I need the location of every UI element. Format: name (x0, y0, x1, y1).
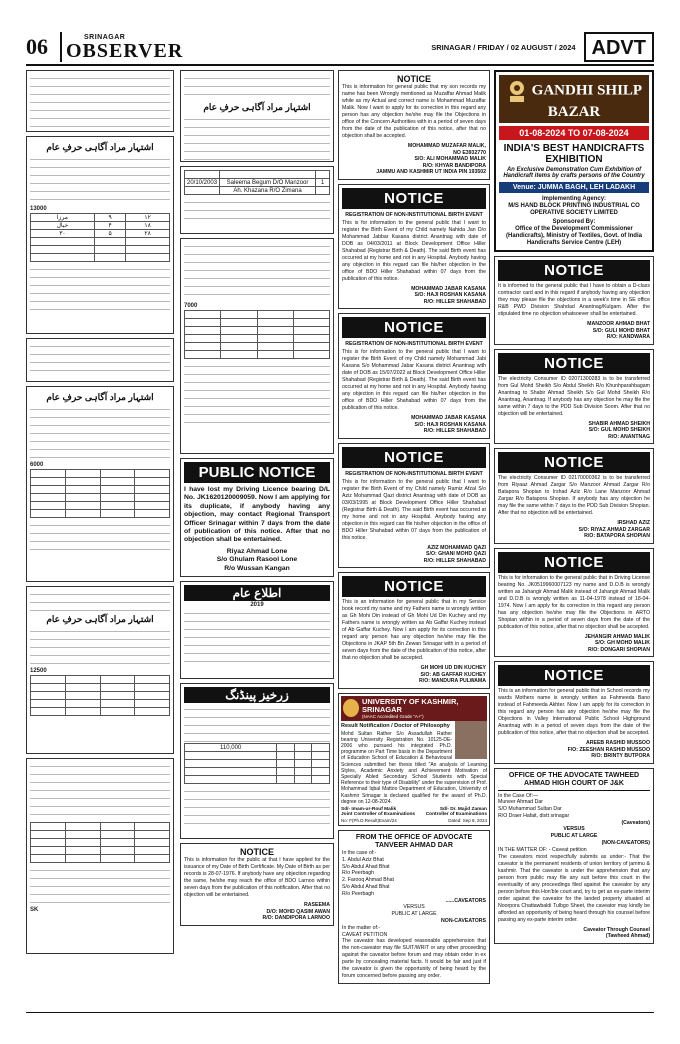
gsb-tagline: An Exclusive Demonstration Cum Exhibition of Handicraft items by crafts persons of the Country (503, 167, 645, 179)
notice-title: NOTICE (342, 317, 486, 338)
public-notice-body: I have lost my Driving Licence bearing D/L No. JK1620120009059. Now I am applying for its duplicate, if anybody having any objection, may contact Regional Transport Officer Srinagar within 7 days from the date of publication of this notice. After that no objection shall be entertained. (184, 486, 330, 544)
notice-signer (498, 321, 650, 341)
table-cell: 20/10/2003 (185, 179, 220, 187)
public-notice-signer (184, 548, 330, 573)
matter-label: IN THE MATTER OF: - Caveat petition (498, 846, 587, 853)
office-title-line1: FROM THE OFFICE OF ADVOCATE (355, 833, 473, 841)
party-line: 1. Abdul Aziz Bhat (342, 856, 384, 863)
table-cell: 1 (316, 179, 330, 187)
signer-relation: D/O: MOHD QASIM AWAN (266, 908, 330, 915)
table-cell: 110,000 (185, 744, 277, 752)
gsb-venue: Venue: JUMMA BAGH, LEH LADAKH (499, 182, 649, 193)
national-emblem-icon (506, 78, 528, 104)
uok-result-notification (338, 693, 490, 826)
signer-relation: S/O: HAJI ROSHAN KASANA (414, 421, 486, 428)
uok-ref-row (341, 818, 487, 823)
notice-body: The electricity Consumer ID 02071300283 is to be transferred from Gul Mohd Sheikh S/o Abdul Sheikh R/o Khunhparahbagam Anantnag to Shabir Ahmad Sheikh S/o Gul Mohd Sheikh R/o Anantnag, Anantnag. If anybody has any objection he may file the same within 7 days to the PDD Sub Division Soom. After that no objection will be entertained. (498, 375, 650, 417)
table-cell: ۵ (94, 230, 125, 238)
uok-header (341, 696, 487, 721)
signer-relation: S/O: HAJI ROSHAN KASANA (414, 292, 486, 298)
table-cell: ۳۰ (31, 230, 95, 238)
land-table (184, 743, 330, 784)
gsb-dates: 01-08-2024 TO 07-08-2024 (499, 126, 649, 140)
itlaa-aam-notice (180, 581, 334, 679)
notice-subtitle: REGISTRATION OF NON-INSTITUTIONAL BIRTH EVENT (345, 470, 483, 477)
party-line: S/o Abdul Ahad Bhat (342, 883, 390, 890)
notice-signer (342, 286, 486, 306)
table-cell: ۱۲ (126, 214, 170, 222)
signer-relation: S/O: ALI MOHAMMAD MALIK (414, 156, 486, 162)
section-tag: ADVT (584, 32, 654, 62)
urdu-notice-heading: اشتہار مراد آگاہی حرفِ عام (46, 142, 154, 152)
signer-place: R/O: DONGARI SHOPIAN (588, 646, 650, 653)
signer-name: SHABIR AHMAD SHEIKH (588, 420, 650, 427)
office-title-line2: TANVEER AHMAD DAR (375, 841, 453, 849)
signer-name: GH MOHI UD DIN KUCHEY (420, 665, 486, 671)
notice-title: NOTICE (342, 188, 486, 209)
page-number: 06 (26, 34, 48, 59)
dob-notice-title: NOTICE (239, 847, 274, 858)
newspaper-brand (60, 32, 183, 62)
notice-school-record (494, 661, 654, 764)
record-table (184, 170, 330, 195)
table-cell: Saleema Begum D/O Manzoor (220, 179, 316, 187)
notice-signer (342, 665, 486, 685)
signer-relation: S/O: AB GAFFAR KUCHEY (420, 671, 486, 678)
gsb-sponsor-label: Sponsored By: (552, 219, 596, 225)
zarkhaiz-notice (180, 683, 334, 839)
signer-number: NO E3932770 (453, 149, 486, 156)
notice-birth-3 (338, 443, 490, 569)
uok-title: UNIVERSITY OF KASHMIR, SRINAGAR (361, 696, 459, 714)
column-1 (26, 70, 174, 958)
notice-signer (498, 740, 650, 760)
itlaa-aam-title: اطلاع عام (184, 585, 330, 601)
notice-signer (342, 415, 486, 435)
signer-name: AZIZ MOHAMMAD QAZI (427, 544, 486, 551)
signer-relation: S/O: GULI MOHD BHAT (592, 327, 650, 334)
column-4 (494, 70, 654, 948)
notice-signer (498, 421, 650, 441)
case-label: In the Case Of:— (498, 792, 539, 799)
party-line: R/O Draer Hafait, distt srinagar (498, 812, 570, 819)
table-cell: خیال (31, 222, 95, 230)
uok-body: Mohd Sultan Rather S/o Assadullah Rather bearing University Registration No. 10125-DE-2006 who pursued his integrated Ph.D. programme on Part Time basis in the Department of Education School of Education & Behavioural Sciences submitted her thesis titled "An analysis of Learning Styles, Academic Anxiety and Achievement Motivation of Specially Abled Secondary School Students with Special Reference to their type of Disability" under the supervision of Prof. Mohammad Iqbal Mattoo Department of Education, University of Kashmir Srinagar is declared qualified for the award of Ph.D. degree on 12-08-2024. (341, 730, 488, 805)
urdu-notice-heading: اشتہار مراد آگاہی حرفِ عام (46, 392, 154, 402)
urdu-notice-heading: اشتہار مراد آگاہی حرفِ عام (203, 102, 311, 112)
gsb-impl-label: Implementing Agency: (541, 196, 607, 202)
signer-name: MANZOOR AHMAD BHAT (587, 321, 650, 327)
gsb-title-text: GANDHI SHILP BAZAR (531, 82, 643, 120)
signer-relation: F/O: ZEESHAN RASHID MUSSOO (567, 746, 650, 753)
table-cell: ۴ (94, 222, 125, 230)
land-table (30, 822, 170, 863)
gsb-best: INDIA'S BEST HANDICRAFTS EXHIBITION (503, 143, 645, 165)
column-3 (338, 70, 490, 988)
signer-place: R/O: DANDIPORA LARNOO (262, 915, 330, 922)
office-title (342, 834, 486, 850)
dob-notice-body: This is information for the public at that I have applied for the issuance of my Date of Birth Certificate. My Date of Birth as per records is 28-07-1976. If anybody have any objection regarding the same, he/she may reach the office of BDO Larnoo within seven days from the publication of this notification. After that no objection will be entertained. (184, 857, 330, 899)
versus-label: VERSUS (403, 904, 425, 911)
signer-name: MOHAMMAD JABAR KASANA (411, 285, 486, 292)
notice-signer (342, 143, 486, 176)
page-bottom-rule (26, 1012, 654, 1013)
urdu-notice-5 (26, 586, 174, 754)
tag-sk: SK (30, 907, 39, 913)
notice-title: NOTICE (498, 452, 650, 473)
party-line: R/o Peerbagh (342, 870, 375, 877)
notice-birth-1 (338, 184, 490, 310)
amount: 12500 (30, 668, 47, 674)
signer-counsel: (Tawheed Ahmad) (605, 933, 650, 940)
table-cell: ۹ (94, 214, 125, 222)
notice-title: NOTICE (498, 552, 650, 573)
matter-label: In the matter of:- (342, 924, 381, 931)
public-label: PUBLIC AT LARGE (391, 911, 437, 918)
uok-signatures (341, 807, 487, 817)
notice-body: This is an information for general public that in School records my wards Mothers name is wrongly written as Fahmeeda Bano instead of Fahmeeda Akhter. Now I am apply for its correction in this regard any person has any objection he/she may file the Objections in Valley International Public School Highground Anantnag with in a period of seven days from the date of the publication of this notice, after that no objection shall be accepted. (498, 688, 650, 736)
non-caveators-label: NON-CAVEATORS (441, 917, 486, 924)
notice-body: This is for information to the general public that I want to register the Birth Event of my Child namely Nahida Jan D/o Mohammad Jabbar Kasana district Anantnag with date of DOB as 04/03/2011 at Block Development Office Hiller Shahabad (Registrar Birth & Death). The said Birth event has occurred at my home and not in any Hospital. Anybody having any objection in this regard can file his/her objection in the office of BDO Hiller Shahabad within 07 days from the publication of this notice. (342, 219, 486, 282)
signer-place: R/O: HILLER SHAHABAD (423, 557, 486, 564)
uok-date: Dated: Sep 8, 2024 (448, 817, 487, 823)
notice-body: It is informed to the general public that I have to obtain a D-class contractor card and in this regard if anybody having any objection they may please file the objections in a week's time in SE office R&B PWD Division Shahdad Anantnag/Kulgam. After the stipulated time no objection whatsoever shall be entertained. (498, 283, 650, 317)
notice-title: NOTICE (498, 353, 650, 374)
notice-driving-license (494, 548, 654, 658)
office-title-line2: AHMAD HIGH COURT OF J&K (524, 779, 624, 787)
signer-name: Caveator Through Counsel (583, 926, 650, 933)
dob-notice (180, 843, 334, 926)
signer-place: R/O: MANDURA PULWAMA (419, 678, 486, 684)
signer-pin: JAMMU AND KASHMIR UT INDIA PIN 193502 (376, 169, 486, 175)
land-table (184, 310, 330, 359)
notice-body: This is for information to the general public that in Driving License bearing No. JK0519960007123 my name and D.O.B is wrongly written as Jahangir Ahmad Malik instead of Jahangir Ahmad Malik and D.O.B is wrongly written as 11-04-1978 instead of 18-04-1974. Now I am apply for its correction in this regard any person has any objection he/she may file the Objections in ARTO Shopian within in a period of seven days from the date of the publication of this notice, after that no objection shall be accepted. (498, 574, 650, 630)
urdu-notice-heading: اشتہار مراد آگاہی حرفِ عام (46, 614, 154, 624)
signer-relation: S/O: RIYAZ AHMAD ZARGAR (578, 526, 650, 533)
land-table (30, 213, 170, 262)
table-cell: ۲۸ (126, 230, 170, 238)
urdu-notice-middle (180, 238, 334, 454)
party-line: R/o Peerbagh (342, 890, 375, 897)
uok-accreditation: (NAAC Accredited Grade "A+") (361, 713, 424, 719)
signer-place: R/O: BRINTY BUTPORA (591, 753, 650, 759)
gsb-sponsor: Office of the Development Commissioner (Handicrafts), Ministry of Textiles, Govt. of India Handicrafts Service Centre (LEH) (506, 226, 642, 246)
land-table (30, 675, 170, 716)
notice-electricity-2 (494, 448, 654, 544)
notice-electricity-1 (494, 349, 654, 445)
public-notice (180, 458, 334, 577)
brand-city: SRINAGAR (84, 33, 126, 41)
notice-subtitle: REGISTRATION OF NON-INSTITUTIONAL BIRTH EVENT (345, 211, 483, 218)
signer-relation: S/O: GH MOHD MALIK (594, 640, 650, 646)
urdu-notice-4 (26, 386, 174, 582)
notice-body: This is for information to the general public that I want to register the Birth Event of my Child namely Ramiz Afzal S/o Aziz Mohammad Qazi district Anantnag with date of DOB as 03/03/1995 at Block Development Office Hiller Shahabad (Registrar Birth & Death). The said Birth event has occurred at my home and not in any Hospital. Anybody having any objection in this regard can file his/her objection in the office of BDO Hiller Shahabad within 07 days from the publication of this notice. (342, 478, 486, 541)
versus-label: VERSUS (563, 826, 585, 833)
gsb-impl: M/S HAND BLOCK PRINTING INDUSTRIAL CO OPERATIVE SOCIETY LIMITED (508, 203, 640, 216)
notice-body: This is information for general public that my son records my name has been Wrongly mentioned as Muzaffar Ahmad Malik while as my Actual and correct name is Mohammad Muzaffar Malik. Now I want to apply for its correction in this regard any person has any objection he/she may file the Objections in office of the Concern Authorities with in a period of seven days from the date of the publication of this notice, after that no objection shall be accepted. (342, 84, 486, 139)
urdu-notice-6 (26, 758, 174, 954)
notice-title: NOTICE (498, 260, 650, 281)
signer-right-title: Controller of Examinations (425, 811, 487, 817)
candidate-photo (455, 721, 487, 759)
uok-heading: Result Notification / Doctor of Philosophy (341, 722, 450, 729)
amount: 6000 (30, 462, 44, 468)
party-line: S/O Muhammad Sultan Dar (498, 806, 562, 813)
signer-name: IRSHAD AZIZ (617, 520, 650, 526)
university-logo-icon (343, 699, 359, 717)
case-label: In the case of:- (342, 849, 377, 856)
signer-name: RASEEMA (304, 902, 330, 909)
notice-title: NOTICE (396, 74, 431, 84)
signer-place: R/O: HILLER SHAHABAD (423, 298, 486, 305)
caveat-body: The caveators most respectfully submits as under:- That the caveator is the permanent residents of union territory of jammu & kashmir. That the caveator is under the apprehension that any person from public may file any suit before this court in the eventuality of any proceedings filed against the caveator by any person before this Hon'ble court and, try to get an ex-parte interim order against the caveator for the landed property situated at Noorpora Chattawbaldi Tulbgo Sheet, the caveator may kindly be afforded an opportunity of being heard through his counsel before passing any ex-parte interim order. (498, 853, 650, 923)
signer-place: R/O: KHYAR BANDIPORA (422, 162, 486, 169)
lost-year: 2019 (250, 602, 264, 609)
notice-name-correction (338, 70, 490, 180)
signer-name: JEHANGIR AHMAD MALIK (584, 633, 650, 640)
brand-name: OBSERVER (66, 39, 184, 62)
amount: 7000 (184, 303, 198, 309)
notice-service-book (338, 572, 490, 689)
urdu-notice-1 (26, 70, 174, 132)
table-cell: ۱۸ (126, 222, 170, 230)
caveators-label: (Caveators) (621, 819, 650, 826)
notice-title: NOTICE (342, 576, 486, 597)
notice-body: This is an information for general public that in my Service book record my name and my Fathers name is wrongly written as Gh Mohi Din instead of Gh Mohi Ud Din Kuchey and my Fathers name is wrongly written as Ab Gaffar Kuchey instead of Ab Gaffar Kuchey. Now I am apply for its correction in this regard any person has any objection he/she may file the Objections in JKAP 5th Bn Zewan Srinagar with in a period of seven days from the date of the publication of this notice, after that no objection shall be accepted. (342, 599, 486, 661)
office-title-line1: OFFICE OF THE ADVOCATE TAWHEED (508, 771, 640, 779)
notice-body: The electricity Consumer ID 02170000362 is to be transferred from Riyaaz Ahmad Zargar S/o Manzoor Ahmad Zargar R/o Batapora Shopian to Irshad Aziz R/o Lane Manzoor Ahmad Zargar R/o Batapora Shopian. If anybody has any objection he may file the same within 7 days to the PDD Sub Division Shopian. After that no objection will be entertained. (498, 475, 650, 516)
notice-signer (342, 545, 486, 565)
dateline: SRINAGAR / FRIDAY / 02 AUGUST / 2024 (431, 42, 576, 52)
caveat-body: The caveator has developed reasonable apprehension that the non-caveator may file SUIT/WRIT or any other proceeding against the caveator before forum and may obtain order in ex parte by concealing material facts. It would be fair and just if the caveator is given the opportunity of being heard by the forum concerned before passing any order. (342, 938, 486, 980)
urdu-notice-2 (26, 136, 174, 334)
table-cell: مرزا (31, 214, 95, 222)
public-label: PUBLIC AT LARGE (550, 833, 598, 840)
urdu-notice-table (180, 166, 334, 234)
signer-place: R/O: KANDWARA (606, 334, 650, 340)
signer-name: AREEB RASHID MUSSOO (586, 740, 650, 746)
signer-place: R/O: HILLER SHAHABAD (423, 428, 486, 434)
party-line: S/o Abdul Ahad Bhat (342, 863, 390, 870)
caveat-office-tawheed (494, 768, 654, 944)
signer-name: MOHAMMAD MUZAFAR MALIK, (407, 143, 486, 149)
amount: 13000 (30, 206, 47, 212)
uok-ref: No: F(Ph.D.Result)Exam/24 (341, 817, 397, 823)
public-notice-title: PUBLIC NOTICE (184, 462, 330, 483)
signer-left: Sd/- Imam-ur-Rouf Malik (341, 806, 397, 812)
signer-name: Riyaz Ahmad Lone (226, 547, 288, 555)
notice-title: NOTICE (342, 447, 486, 468)
caveat-office-tanveer (338, 830, 490, 984)
non-caveators-label: (NON-CAVEATORS) (601, 840, 650, 847)
gsb-title (499, 75, 649, 123)
signer-relation: S/O: GHANI MOHD QAZI (426, 551, 486, 557)
urdu-notice-3 (26, 338, 174, 382)
signer-place: R/o Wussan Kangan (224, 564, 290, 572)
notice-body: This is for information to the general public that I want to register the Birth Event of my Child namely Mohammad Jabi Kasana S/o Mohammad Jabar Kasana district Anantnag with date of DOB as 15/07/2022 at Block Development Office Hiller Shahabad (Registrar Birth & Death). The said Birth event has occurred at my home and not in any Hospital. Anybody having any objection in this regard can file his/her objection in the office of BDO Hiller Shahabad within 07 days from the publication of this notice. (342, 349, 486, 411)
signer-name: MOHAMMAD JABAR KASANA (411, 415, 486, 421)
notice-birth-2 (338, 313, 490, 439)
signer-relation: S/o Ghulam Rasool Lone (216, 556, 298, 564)
masthead (26, 30, 654, 66)
party-line: Muneer Ahmad Dar (498, 799, 543, 806)
signer-left-title: Joint Controller of Examinations (341, 811, 416, 817)
signer-relation: S/O: GUL MOHD SHEIKH (588, 427, 650, 433)
dob-notice-signer (184, 902, 330, 922)
table-cell: Ah. Khazana R/O Zimana (220, 187, 316, 195)
office-title (498, 772, 650, 788)
notice-signer (498, 634, 650, 654)
signer-place: R/O: ANANTNAG (608, 433, 650, 440)
caveators-label: ......CAVEATORS (445, 897, 486, 904)
signer-right: Sd/- Dr. Majid Zaman (439, 806, 487, 812)
notice-contractor-card (494, 256, 654, 345)
land-table (30, 469, 170, 518)
gandhi-shilp-bazar-ad (494, 70, 654, 252)
party-line: 2. Farooq Ahmad Bhat (342, 877, 394, 884)
urdu-notice-top (180, 70, 334, 162)
caveat-label: CAVEAT PETITION (342, 931, 388, 938)
notice-title: NOTICE (498, 665, 650, 686)
notice-subtitle: REGISTRATION OF NON-INSTITUTIONAL BIRTH EVENT (345, 341, 483, 347)
notice-signer (498, 520, 650, 540)
zarkhaiz-title: زرخیز پینڈنگ (184, 687, 330, 703)
caveat-signer (498, 927, 650, 940)
signer-place: R/O: BATAPORA SHOPIAN (584, 533, 650, 539)
column-2 (180, 70, 334, 930)
